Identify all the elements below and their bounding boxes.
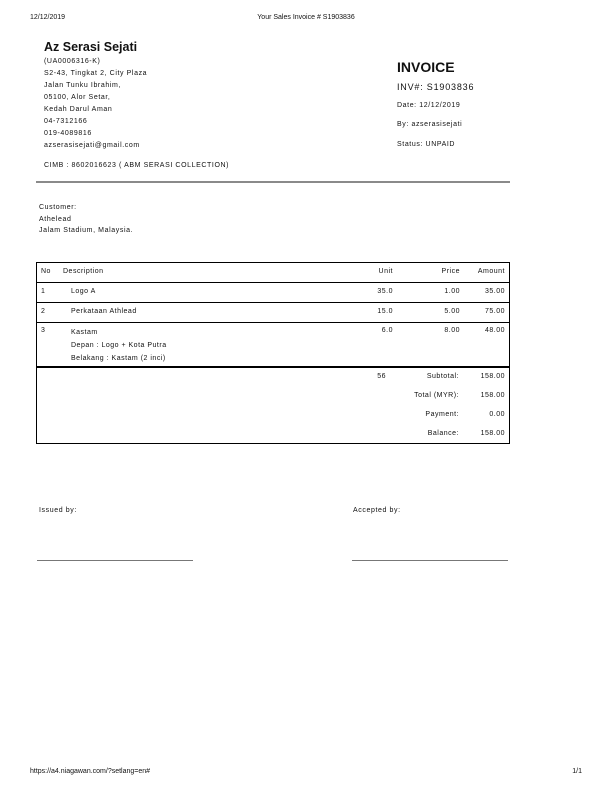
row-price: 5.00 (444, 308, 460, 315)
company-mobile: 019-4089816 (44, 130, 92, 137)
row-price: 1.00 (444, 288, 460, 295)
print-url: https://a4.niagawan.com/?setlang=en# (30, 768, 151, 775)
row-description-block (71, 327, 167, 365)
print-date: 12/12/2019 (30, 14, 66, 21)
row-price: 8.00 (444, 327, 460, 334)
company-address-line: S2-43, Tingkat 2, City Plaza (44, 70, 148, 77)
customer-label: Customer: (39, 204, 77, 211)
header-divider (36, 181, 510, 183)
row-divider (37, 322, 509, 323)
row-description: Logo A (71, 288, 96, 295)
print-page-number: 1/1 (572, 768, 582, 775)
invoice-meta (397, 82, 474, 160)
row-divider (37, 282, 509, 283)
row-description-detail: Depan : Logo + Kota Putra (71, 342, 167, 349)
invoice-number: INV#: S1903836 (397, 82, 475, 92)
subtotal-value: 158.00 (480, 373, 505, 380)
invoice-by: By: azserasisejati (397, 121, 463, 128)
customer-name: Athelead (39, 215, 72, 223)
row-no: 1 (41, 288, 46, 295)
row-description-detail: Belakang : Kastam (2 inci) (71, 355, 166, 362)
invoice-date: Date: 12/12/2019 (397, 101, 461, 109)
company-reg-no: (UA0006316-K) (44, 58, 101, 65)
total-value: 158.00 (480, 392, 505, 399)
total-units: 56 (377, 373, 386, 380)
subtotal-label: Subtotal: (426, 373, 459, 380)
row-divider (37, 302, 509, 303)
row-amount: 75.00 (484, 308, 505, 315)
bank-account: CIMB : 8602016623 ( ABM SERASI COLLECTION) (44, 162, 230, 169)
row-unit: 6.0 (381, 327, 393, 334)
company-email: azserasisejati@gmail.com (44, 142, 140, 149)
col-header-description: Description (63, 268, 104, 275)
customer-block (39, 202, 133, 237)
col-header-no: No (41, 268, 51, 275)
invoice-status: Status: UNPAID (397, 140, 456, 148)
company-address-line: 05100, Alor Setar, (44, 94, 111, 101)
col-header-unit: Unit (378, 268, 393, 275)
balance-label: Balance: (427, 430, 459, 437)
accepted-by-label: Accepted by: (353, 507, 401, 514)
company-address-line: Kedah Darul Aman (44, 106, 113, 113)
issued-by-signature-line (37, 560, 193, 561)
company-phone: 04-7312166 (44, 118, 88, 125)
row-no: 3 (41, 327, 46, 334)
row-unit: 15.0 (377, 308, 393, 315)
row-amount: 48.00 (484, 327, 505, 334)
payment-value: 0.00 (489, 411, 505, 418)
row-no: 2 (41, 308, 46, 315)
col-header-price: Price (441, 268, 460, 275)
invoice-title: INVOICE (397, 59, 455, 75)
total-label: Total (MYR): (414, 392, 459, 399)
summary-divider (37, 366, 509, 368)
balance-value: 158.00 (480, 430, 505, 437)
company-name: Az Serasi Sejati (44, 40, 138, 54)
print-title: Your Sales Invoice # S1903836 (257, 14, 355, 21)
row-description: Kastam (71, 329, 98, 336)
customer-address: Jalam Stadium, Malaysia. (39, 227, 134, 234)
accepted-by-signature-line (352, 560, 508, 561)
issued-by-label: Issued by: (39, 507, 77, 514)
row-amount: 35.00 (484, 288, 505, 295)
payment-label: Payment: (425, 411, 459, 418)
row-unit: 35.0 (377, 288, 393, 295)
items-table (36, 262, 510, 444)
company-address (44, 56, 147, 152)
company-address-line: Jalan Tunku Ibrahim, (44, 82, 121, 89)
row-description: Perkataan Athlead (71, 308, 137, 315)
col-header-amount: Amount (477, 268, 505, 275)
